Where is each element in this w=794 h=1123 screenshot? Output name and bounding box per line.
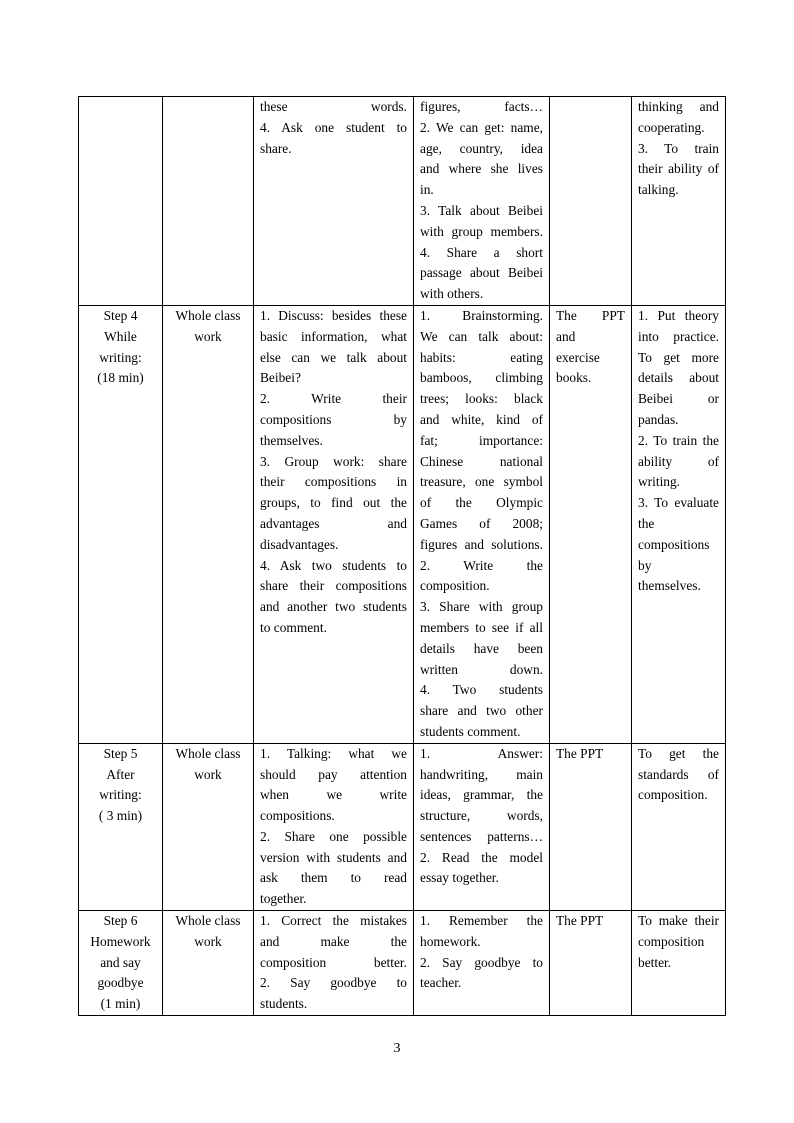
cell-text-line: 1. Talking: what we — [260, 745, 407, 761]
form-cell — [163, 743, 254, 910]
cell-text-line: with group members. — [420, 223, 543, 239]
cell-text-line: share. — [260, 140, 292, 156]
cell-text-line: and white, kind of — [420, 411, 543, 427]
step-cell — [79, 743, 163, 910]
cell-text-line: to comment. — [260, 619, 327, 635]
cell-text-line: While — [104, 328, 137, 344]
cell-text-line: 1. Correct the mistakes — [260, 913, 407, 929]
cell-text-line: passage about Beibei — [420, 265, 543, 281]
cell-text-line: The PPT — [556, 913, 604, 929]
cell-text-line: and where she lives — [420, 161, 543, 177]
cell-text-line: ideas, grammar, the — [420, 787, 543, 803]
media-cell — [550, 97, 632, 306]
cell-text-line: their ability of — [638, 161, 719, 177]
cell-text-line: The PPT — [556, 307, 625, 323]
cell-text-line: Whole class — [175, 745, 241, 761]
cell-text-line: of the Olympic — [420, 495, 543, 511]
table-body — [79, 97, 726, 1016]
cell-text-line: 1. Discuss: besides these — [260, 307, 407, 323]
step-cell — [79, 911, 163, 1016]
media-cell — [550, 743, 632, 910]
cell-text-line: habits: eating — [420, 349, 543, 365]
cell-text-line: 2. We can get: name, — [420, 119, 543, 135]
cell-text-line: by — [638, 557, 652, 573]
student-activity-cell — [414, 97, 550, 306]
table-row — [79, 911, 726, 1016]
cell-text-line: should pay attention — [260, 766, 407, 782]
cell-text-line: writing: — [99, 787, 142, 803]
cell-text-line: fat; importance: — [420, 432, 543, 448]
purpose-cell — [632, 911, 726, 1016]
cell-text-line: Chinese national — [420, 453, 543, 469]
cell-text-line: 2. Write their — [260, 391, 407, 407]
cell-text-line: disadvantages. — [260, 536, 339, 552]
cell-text-line: 1. Put theory — [638, 307, 719, 323]
cell-text-line: 2. To train the — [638, 432, 719, 448]
cell-text-line: themselves. — [260, 432, 323, 448]
cell-text-line: Step 4 — [103, 307, 138, 323]
teacher-activity-cell — [254, 743, 414, 910]
cell-text-line: books. — [556, 370, 592, 386]
cell-text-line: writing: — [99, 349, 142, 365]
form-cell — [163, 305, 254, 743]
purpose-cell — [632, 97, 726, 306]
cell-text-line: We can talk about: — [420, 328, 543, 344]
cell-text-line: 4. Ask one student to — [260, 119, 407, 135]
cell-text-line: 2. Share one possible — [260, 828, 407, 844]
cell-text-line: Beibei or — [638, 391, 719, 407]
cell-text-line: After — [106, 766, 135, 782]
cell-text-line: ask them to read — [260, 870, 407, 886]
cell-text-line: basic information, what — [260, 328, 407, 344]
table-row — [79, 97, 726, 306]
cell-text-line: pandas. — [638, 411, 679, 427]
cell-text-line: 2. Read the model — [420, 849, 543, 865]
cell-text-line: goodbye — [97, 975, 144, 991]
step-cell — [79, 305, 163, 743]
cell-text-line: composition — [638, 933, 705, 949]
cell-text-line: essay together. — [420, 870, 499, 886]
cell-text-line: trees; looks: black — [420, 391, 543, 407]
cell-text-line: To get the — [638, 745, 719, 761]
cell-text-line: work — [194, 933, 222, 949]
cell-text-line: ( 3 min) — [98, 808, 143, 824]
cell-text-line: cooperating. — [638, 119, 705, 135]
cell-text-line: writing. — [638, 474, 681, 490]
table-row — [79, 305, 726, 743]
cell-text-line: 1. Answer: — [420, 745, 543, 761]
cell-text-line: treasure, one symbol — [420, 474, 543, 490]
cell-text-line: 1. Brainstorming. — [420, 307, 543, 323]
cell-text-line: when we write — [260, 787, 407, 803]
cell-text-line: handwriting, main — [420, 766, 543, 782]
cell-text-line: Whole class — [175, 307, 241, 323]
cell-text-line: figures, facts… — [420, 99, 543, 114]
cell-text-line: Homework — [90, 933, 151, 949]
cell-text-line: details have been — [420, 640, 543, 656]
cell-text-line: members to see if all — [420, 619, 543, 635]
page-number: 3 — [393, 1041, 401, 1056]
cell-text-line: 4. Ask two students to — [260, 557, 407, 573]
cell-text-line: thinking and — [638, 99, 719, 114]
cell-text-line: To make their — [638, 913, 719, 929]
cell-text-line: 3. Talk about Beibei — [420, 202, 543, 218]
cell-text-line: share and two other — [420, 703, 543, 719]
cell-text-line: 2. Say goodbye to — [420, 954, 543, 970]
cell-text-line: talking. — [638, 182, 679, 198]
cell-text-line: better. — [638, 954, 672, 970]
cell-text-line: and make the — [260, 933, 407, 949]
cell-text-line: 3. To train — [638, 140, 719, 156]
form-cell — [163, 97, 254, 306]
cell-text-line: (1 min) — [100, 996, 141, 1012]
cell-text-line: teacher. — [420, 975, 462, 991]
purpose-cell — [632, 743, 726, 910]
cell-text-line: structure, words, — [420, 808, 543, 824]
cell-text-line: and — [556, 328, 576, 344]
cell-text-line: Step 5 — [103, 745, 138, 761]
cell-text-line: Step 6 — [103, 913, 138, 929]
cell-text-line: 4. Share a short — [420, 244, 543, 260]
cell-text-line: in. — [420, 182, 434, 198]
cell-text-line: written down. — [420, 661, 543, 677]
cell-text-line: 1. Remember the — [420, 913, 543, 929]
cell-text-line: To get more — [638, 349, 719, 365]
step-cell — [79, 97, 163, 306]
cell-text-line: Beibei? — [260, 370, 301, 386]
teacher-activity-cell — [254, 305, 414, 743]
cell-text-line: composition. — [420, 578, 490, 594]
cell-text-line: 3. Share with group — [420, 599, 543, 615]
cell-text-line: version with students and — [260, 849, 407, 865]
media-cell — [550, 911, 632, 1016]
cell-text-line: groups, to find out the — [260, 495, 407, 511]
cell-text-line: sentences patterns… — [420, 828, 543, 844]
cell-text-line: standards of — [638, 766, 719, 782]
cell-text-line: age, country, idea — [420, 140, 543, 156]
cell-text-line: figures and solutions. — [420, 536, 543, 552]
cell-text-line: together. — [260, 891, 307, 907]
cell-text-line: 2. Say goodbye to — [260, 975, 407, 991]
cell-text-line: 2. Write the — [420, 557, 543, 573]
cell-text-line: homework. — [420, 933, 481, 949]
cell-text-line: themselves. — [638, 578, 701, 594]
cell-text-line: with others. — [420, 286, 484, 302]
cell-text-line: students. — [260, 996, 308, 1012]
cell-text-line: the — [638, 515, 655, 531]
form-cell — [163, 911, 254, 1016]
purpose-cell — [632, 305, 726, 743]
cell-text-line: compositions. — [260, 808, 335, 824]
cell-text-line: (18 min) — [97, 370, 144, 386]
cell-text-line: The PPT — [556, 745, 604, 761]
cell-text-line: 4. Two students — [420, 682, 543, 698]
cell-text-line: 3. Group work: share — [260, 453, 407, 469]
cell-text-line: composition. — [638, 787, 708, 803]
cell-text-line: share their compositions — [260, 578, 407, 594]
cell-text-line: and say — [100, 954, 141, 970]
cell-text-line: students comment. — [420, 723, 521, 739]
cell-text-line: work — [194, 766, 222, 782]
cell-text-line: Whole class — [175, 913, 241, 929]
cell-text-line: and another two students — [260, 599, 407, 615]
cell-text-line: their compositions in — [260, 474, 407, 490]
cell-text-line: advantages and — [260, 515, 407, 531]
cell-text-line: else can we talk about — [260, 349, 407, 365]
cell-text-line: ability of — [638, 453, 719, 469]
student-activity-cell — [414, 911, 550, 1016]
teacher-activity-cell — [254, 97, 414, 306]
cell-text-line: work — [194, 328, 222, 344]
cell-text-line: compositions by — [260, 411, 407, 427]
cell-text-line: details about — [638, 370, 719, 386]
cell-text-line: bamboos, climbing — [420, 370, 543, 386]
student-activity-cell — [414, 743, 550, 910]
cell-text-line: 3. To evaluate — [638, 495, 719, 511]
media-cell — [550, 305, 632, 743]
cell-text-line: these words. — [260, 99, 407, 114]
lesson-plan-table — [78, 96, 726, 1016]
cell-text-line: exercise — [556, 349, 600, 365]
cell-text-line: into practice. — [638, 328, 719, 344]
cell-text-line: composition better. — [260, 954, 407, 970]
cell-text-line: Games of 2008; — [420, 515, 543, 531]
student-activity-cell — [414, 305, 550, 743]
table-row — [79, 743, 726, 910]
teacher-activity-cell — [254, 911, 414, 1016]
cell-text-line: compositions — [638, 536, 710, 552]
